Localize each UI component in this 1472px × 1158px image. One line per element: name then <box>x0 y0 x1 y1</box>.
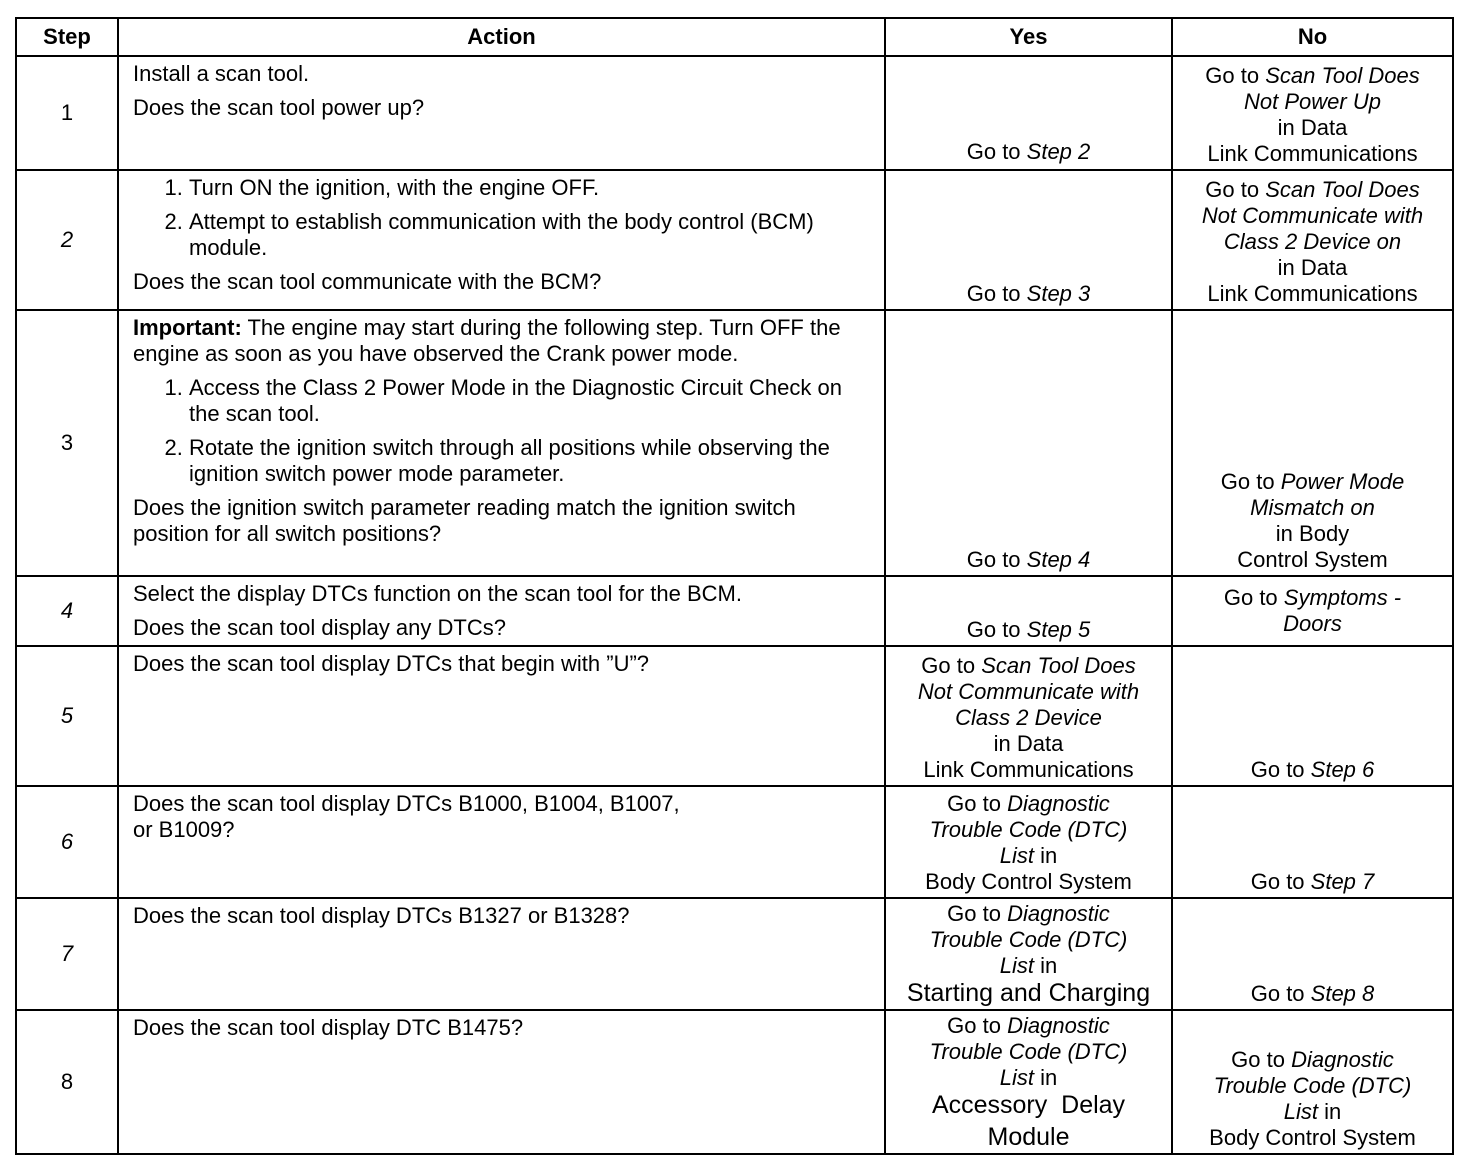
action-cell <box>118 56 885 170</box>
important-note <box>133 315 874 367</box>
action-cell <box>118 786 885 898</box>
no-link-line[interactable]: Mismatch on <box>1250 495 1375 520</box>
yes-section-cont: Module <box>987 1123 1070 1151</box>
yes-cell <box>885 646 1172 786</box>
header-row <box>16 18 1453 56</box>
table-row <box>16 1010 1453 1154</box>
yes-link[interactable]: Diagnostic <box>1007 1013 1110 1038</box>
yes-link[interactable]: Diagnostic <box>1007 791 1110 816</box>
step-number: 5 <box>16 646 118 786</box>
yes-link-line[interactable]: Trouble Code (DTC) <box>929 817 1128 842</box>
table-row <box>16 646 1453 786</box>
no-cell <box>1172 898 1453 1010</box>
yes-link[interactable]: Step 5 <box>1026 617 1091 642</box>
no-section: Body Control System <box>1209 1125 1416 1150</box>
header-action: Action <box>118 18 885 56</box>
no-link-line[interactable]: Not Communicate with <box>1201 203 1424 228</box>
yes-link[interactable]: Step 4 <box>1026 547 1091 572</box>
action-question-cont: or B1009? <box>133 817 235 842</box>
header-step: Step <box>16 18 118 56</box>
no-section: Control System <box>1237 547 1388 572</box>
action-cell <box>118 170 885 310</box>
action-question: Does the scan tool display any DTCs? <box>133 615 506 640</box>
no-prefix: Go to <box>1231 1047 1292 1072</box>
no-cell <box>1172 786 1453 898</box>
action-text: Select the display DTCs function on the scan tool for the BCM. <box>133 581 742 606</box>
list-item: 2. Rotate the ignition switch through all positions while observing the ignition switch power mode parameter. <box>189 435 874 487</box>
no-link[interactable]: Step 8 <box>1310 981 1375 1006</box>
action-cell <box>118 898 885 1010</box>
yes-in: in <box>1034 843 1058 868</box>
list-item: 1. Access the Class 2 Power Mode in the Diagnostic Circuit Check on the scan tool. <box>189 375 874 427</box>
no-prefix: Go to <box>1223 585 1284 610</box>
table-row <box>16 786 1453 898</box>
table-row <box>16 310 1453 576</box>
yes-prefix: Go to <box>947 791 1008 816</box>
yes-link-line[interactable]: Class 2 Device <box>955 705 1102 730</box>
step-number: 6 <box>16 786 118 898</box>
yes-prefix: Go to <box>947 901 1008 926</box>
yes-cell <box>885 56 1172 170</box>
no-section: Link Communications <box>1207 281 1418 306</box>
yes-link[interactable]: Step 3 <box>1026 281 1091 306</box>
yes-prefix: Go to <box>966 139 1027 164</box>
action-question: Does the scan tool communicate with the BCM? <box>133 269 602 294</box>
no-prefix: Go to <box>1205 177 1266 202</box>
yes-in: in Data <box>993 731 1064 756</box>
yes-prefix: Go to <box>966 547 1027 572</box>
important-text: The engine may start during the following step. Turn OFF the engine as soon as you have observed the Crank power mode. <box>133 315 841 366</box>
no-link-line[interactable]: Class 2 Device on <box>1223 229 1402 254</box>
yes-link-line[interactable]: Trouble Code (DTC) <box>929 1039 1128 1064</box>
yes-link[interactable]: Scan Tool Does <box>981 653 1136 678</box>
list-item: 2. Attempt to establish communication with the body control (BCM) module. <box>189 209 874 261</box>
no-link-line[interactable]: Trouble Code (DTC) <box>1213 1073 1412 1098</box>
action-question: Does the scan tool display DTCs that begin with ”U”? <box>133 651 650 676</box>
yes-link-line[interactable]: List <box>999 843 1034 868</box>
action-cell <box>118 576 885 646</box>
yes-cell <box>885 576 1172 646</box>
no-prefix: Go to <box>1250 981 1311 1006</box>
yes-section: Body Control System <box>925 869 1132 894</box>
no-section: Link Communications <box>1207 141 1418 166</box>
yes-cell <box>885 786 1172 898</box>
action-text: Install a scan tool. <box>133 61 310 86</box>
step-number: 2 <box>16 170 118 310</box>
action-cell <box>118 1010 885 1154</box>
no-link[interactable]: Scan Tool Does <box>1265 63 1420 88</box>
no-link[interactable]: Diagnostic <box>1291 1047 1394 1072</box>
no-cell <box>1172 1010 1453 1154</box>
yes-link-line[interactable]: Not Communicate with <box>917 679 1140 704</box>
no-link[interactable]: Step 6 <box>1310 757 1375 782</box>
no-link[interactable]: Power Mode <box>1280 469 1405 494</box>
no-cell <box>1172 310 1453 576</box>
yes-cell <box>885 898 1172 1010</box>
table-row <box>16 56 1453 170</box>
no-link-line[interactable]: Doors <box>1283 611 1342 636</box>
diagnostic-table <box>15 17 1454 1155</box>
yes-prefix: Go to <box>966 617 1027 642</box>
action-list <box>133 375 874 487</box>
yes-section: Link Communications <box>923 757 1134 782</box>
step-number: 7 <box>16 898 118 1010</box>
yes-link-line[interactable]: Trouble Code (DTC) <box>929 927 1128 952</box>
step-number: 4 <box>16 576 118 646</box>
yes-prefix: Go to <box>966 281 1027 306</box>
no-cell <box>1172 170 1453 310</box>
header-yes: Yes <box>885 18 1172 56</box>
no-prefix: Go to <box>1205 63 1266 88</box>
no-cell <box>1172 576 1453 646</box>
no-in: in <box>1318 1099 1342 1124</box>
no-link[interactable]: Symptoms - <box>1283 585 1402 610</box>
no-link[interactable]: Step 7 <box>1310 869 1375 894</box>
yes-cell <box>885 170 1172 310</box>
no-link[interactable]: Scan Tool Does <box>1265 177 1420 202</box>
yes-link-line[interactable]: List <box>999 1065 1034 1090</box>
action-cell <box>118 310 885 576</box>
yes-prefix: Go to <box>947 1013 1008 1038</box>
header-no: No <box>1172 18 1453 56</box>
yes-section: Accessory Delay <box>931 1091 1126 1119</box>
table-row <box>16 898 1453 1010</box>
no-prefix: Go to <box>1250 757 1311 782</box>
no-in: in Data <box>1277 255 1348 280</box>
no-prefix: Go to <box>1220 469 1281 494</box>
yes-in: in <box>1034 1065 1058 1090</box>
yes-in: in <box>1034 953 1058 978</box>
important-label: Important: <box>133 315 242 340</box>
list-item: 1. Turn ON the ignition, with the engine OFF. <box>189 175 874 201</box>
yes-prefix: Go to <box>921 653 982 678</box>
yes-section: Starting and Charging <box>906 979 1151 1007</box>
yes-link[interactable]: Diagnostic <box>1007 901 1110 926</box>
no-prefix: Go to <box>1250 869 1311 894</box>
table-row <box>16 576 1453 646</box>
no-link-line[interactable]: List <box>1283 1099 1318 1124</box>
yes-link[interactable]: Step 2 <box>1026 139 1091 164</box>
no-in: in Data <box>1277 115 1348 140</box>
action-question: Does the scan tool power up? <box>133 95 425 120</box>
action-list <box>133 175 874 261</box>
yes-cell <box>885 310 1172 576</box>
step-number: 3 <box>16 310 118 576</box>
table-row <box>16 170 1453 310</box>
no-link-line[interactable]: Not Power Up <box>1244 89 1381 114</box>
action-question: Does the scan tool display DTC B1475? <box>133 1015 524 1040</box>
yes-link-line[interactable]: List <box>999 953 1034 978</box>
no-in: in Body <box>1275 521 1350 546</box>
action-question: Does the scan tool display DTCs B1000, B1004, B1007, <box>133 791 680 816</box>
yes-cell <box>885 1010 1172 1154</box>
no-cell <box>1172 646 1453 786</box>
action-cell <box>118 646 885 786</box>
action-question: Does the ignition switch parameter reading match the ignition switch position for all switch positions? <box>133 495 796 546</box>
action-question: Does the scan tool display DTCs B1327 or B1328? <box>133 903 630 928</box>
step-number: 8 <box>16 1010 118 1154</box>
no-cell <box>1172 56 1453 170</box>
step-number: 1 <box>16 56 118 170</box>
